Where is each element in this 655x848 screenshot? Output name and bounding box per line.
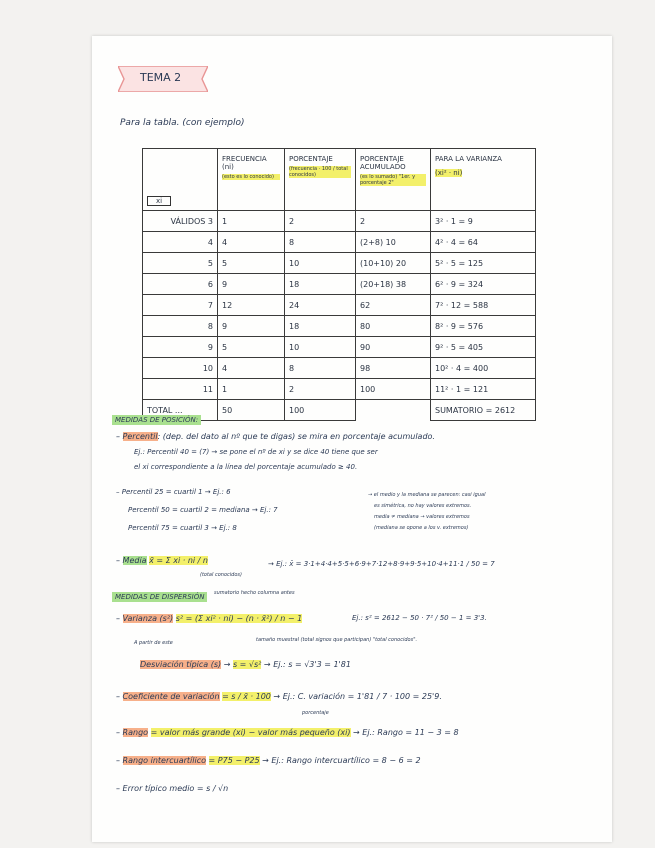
cell-ni: 1 bbox=[218, 379, 285, 400]
table-row bbox=[143, 274, 536, 295]
cell-pct: 2 bbox=[285, 379, 356, 400]
header-xi: xi bbox=[147, 196, 171, 206]
cell-acum: 80 bbox=[356, 316, 431, 337]
cell-xi: 6 bbox=[143, 274, 218, 295]
media-formula: x̄ = Σ xi · ni / n bbox=[149, 556, 208, 565]
varianza-note: tamaño muestral (total signos que participan) "total conocidos". bbox=[256, 637, 418, 643]
table-row bbox=[143, 253, 536, 274]
rango-formula: = valor más grande (xi) − valor más pequeño (xi) bbox=[150, 728, 351, 737]
cell-xi: 5 bbox=[143, 253, 218, 274]
coeficiente-note: porcentaje bbox=[302, 710, 329, 716]
varianza-line: – Varianza (s²) s² = (Σ xi² · ni) − (n · x̄²) / n − 1 bbox=[116, 614, 303, 623]
coeficiente-example: Ej.: C. variación = 1'81 / 7 · 100 = 25'9. bbox=[282, 692, 442, 701]
percentil-example-1: Ej.: Percentil 40 = (7) → se pone el nº de xi y se dice 40 tiene que ser bbox=[134, 448, 378, 456]
media-note: (total conocidos) bbox=[200, 572, 242, 578]
cell-acum: 2 bbox=[356, 211, 431, 232]
cell-ni: 5 bbox=[218, 253, 285, 274]
cell-pct: 10 bbox=[285, 253, 356, 274]
rango-label: Rango bbox=[122, 728, 149, 737]
section-posicion: MEDIDAS DE POSICIÓN: bbox=[112, 415, 201, 425]
dispersion-note: sumatorio hecho columna antes bbox=[214, 590, 295, 596]
coeficiente-line: – Coeficiente de variación = s / x̄ · 100 → Ej.: C. variación = 1'81 / 7 · 100 = 25'9. bbox=[116, 692, 442, 701]
percentil-50: Percentil 50 = cuartil 2 = mediana → Ej.: 7 bbox=[128, 506, 278, 514]
rango-intercuartilico-line: – Rango intercuartílico = P75 − P25 → Ej.: Rango intercuartílico = 8 − 6 = 2 bbox=[116, 756, 421, 765]
cell-acum: (20+18) 38 bbox=[356, 274, 431, 295]
header-varianza-note: (xi² · ni) bbox=[435, 169, 463, 177]
cell-ni: 9 bbox=[218, 316, 285, 337]
total-var: SUMATORIO = 2612 bbox=[431, 400, 536, 421]
desviacion-example: Ej.: s = √3'3 = 1'81 bbox=[273, 660, 351, 669]
cell-var: 11² · 1 = 121 bbox=[431, 379, 536, 400]
coeficiente-formula: = s / x̄ · 100 bbox=[222, 692, 271, 701]
table-row bbox=[143, 316, 536, 337]
media-line: – Media x̄ = Σ xi · ni / n bbox=[116, 556, 208, 565]
media-example: → Ej.: x̄ = 3·1+4·4+5·5+6·9+7·12+8·9+9·5+10·4+11·1 / 50 = 7 bbox=[268, 560, 495, 568]
varianza-example: Ej.: s² = 2612 − 50 · 7² / 50 − 1 = 3'3. bbox=[352, 614, 487, 622]
header-porcentaje: PORCENTAJE bbox=[289, 155, 333, 163]
table-row bbox=[143, 295, 536, 316]
mediana-note-4: (mediana se opone a los v. extremos) bbox=[374, 525, 469, 531]
percentil-text: : (dep. del dato al nº que te digas) se mira en porcentaje acumulado. bbox=[157, 432, 435, 441]
total-ni: 50 bbox=[218, 400, 285, 421]
cell-var: 7² · 12 = 588 bbox=[431, 295, 536, 316]
cell-acum: (2+8) 10 bbox=[356, 232, 431, 253]
table-row bbox=[143, 232, 536, 253]
cell-ni: 4 bbox=[218, 232, 285, 253]
cell-xi: 8 bbox=[143, 316, 218, 337]
cell-acum: 62 bbox=[356, 295, 431, 316]
cell-var: 9² · 5 = 405 bbox=[431, 337, 536, 358]
header-porcentaje-note: (frecuencia · 100 / total conocidos) bbox=[289, 166, 351, 178]
mediana-note-1: → el medio y la mediana se parecen: casi igual bbox=[368, 492, 486, 498]
table-row bbox=[143, 211, 536, 232]
cell-pct: 24 bbox=[285, 295, 356, 316]
table-row bbox=[143, 379, 536, 400]
section-dispersion: MEDIDAS DE DISPERSIÓN bbox=[112, 592, 207, 602]
cell-ni: 5 bbox=[218, 337, 285, 358]
error-formula: = s / √n bbox=[196, 784, 229, 793]
header-acumulado: PORCENTAJE ACUMULADO bbox=[360, 155, 406, 171]
cell-pct: 18 bbox=[285, 274, 356, 295]
percentil-line: – Percentil: (dep. del dato al nº que te digas) se mira en porcentaje acumulado. bbox=[116, 432, 435, 441]
table-row bbox=[143, 337, 536, 358]
percentil-25: – Percentil 25 = cuartil 1 → Ej.: 6 bbox=[116, 488, 231, 496]
cell-pct: 2 bbox=[285, 211, 356, 232]
percentil-example-2: el xi correspondiente a la línea del porcentaje acumulado ≥ 40. bbox=[134, 463, 358, 471]
percentil-label: Percentil bbox=[122, 432, 158, 441]
cell-xi: 9 bbox=[143, 337, 218, 358]
cell-acum: (10+10) 20 bbox=[356, 253, 431, 274]
ric-label: Rango intercuartílico bbox=[122, 756, 206, 765]
header-frecuencia: FRECUENCIA (ni) bbox=[222, 155, 267, 171]
cell-var: 4² · 4 = 64 bbox=[431, 232, 536, 253]
error-label: Error típico medio bbox=[122, 784, 195, 793]
header-frecuencia-note: (esto es lo conocido) bbox=[222, 174, 280, 180]
cell-xi: VÁLIDOS 3 bbox=[143, 211, 218, 232]
table-row bbox=[143, 358, 536, 379]
cell-pct: 8 bbox=[285, 358, 356, 379]
cell-var: 3² · 1 = 9 bbox=[431, 211, 536, 232]
cell-var: 6² · 9 = 324 bbox=[431, 274, 536, 295]
total-pct: 100 bbox=[285, 400, 356, 421]
table-total-row bbox=[143, 400, 536, 421]
cell-ni: 12 bbox=[218, 295, 285, 316]
cell-pct: 18 bbox=[285, 316, 356, 337]
frequency-table bbox=[142, 148, 536, 421]
header-varianza: PARA LA VARIANZA bbox=[435, 155, 502, 163]
total-label: TOTAL ... bbox=[143, 400, 218, 421]
percentil-75: Percentil 75 = cuartil 3 → Ej.: 8 bbox=[128, 524, 237, 532]
varianza-formula: s² = (Σ xi² · ni) − (n · x̄²) / n − 1 bbox=[175, 614, 303, 623]
subtitle: Para la tabla. (con ejemplo) bbox=[120, 118, 245, 128]
cell-acum: 100 bbox=[356, 379, 431, 400]
cell-ni: 9 bbox=[218, 274, 285, 295]
desviacion-label: Desviación típica (s) bbox=[140, 660, 222, 669]
cell-xi: 4 bbox=[143, 232, 218, 253]
cell-var: 8² · 9 = 576 bbox=[431, 316, 536, 337]
cell-acum: 90 bbox=[356, 337, 431, 358]
mediana-note-2: es simétrica, no hay valores extremos. bbox=[374, 503, 472, 509]
cell-xi: 7 bbox=[143, 295, 218, 316]
table-header-row bbox=[143, 149, 536, 211]
varianza-label: Varianza (s²) bbox=[122, 614, 174, 623]
coeficiente-label: Coeficiente de variación bbox=[122, 692, 220, 701]
page-title: TEMA 2 bbox=[140, 71, 182, 84]
cell-acum: 98 bbox=[356, 358, 431, 379]
header-acumulado-note: (es lo sumado) "1er. y porcentaje 2" bbox=[360, 174, 426, 186]
error-tipico-line: – Error típico medio = s / √n bbox=[116, 784, 229, 793]
media-label: Media bbox=[122, 556, 147, 565]
cell-pct: 10 bbox=[285, 337, 356, 358]
cell-pct: 8 bbox=[285, 232, 356, 253]
desviacion-formula: s = √s² bbox=[232, 660, 262, 669]
mediana-note-3: media ≠ mediana → valores extremos bbox=[374, 514, 470, 520]
cell-xi: 11 bbox=[143, 379, 218, 400]
cell-var: 10² · 4 = 400 bbox=[431, 358, 536, 379]
rango-line: – Rango = valor más grande (xi) − valor más pequeño (xi) → Ej.: Rango = 11 − 3 = 8 bbox=[116, 728, 459, 737]
cell-var: 5² · 5 = 125 bbox=[431, 253, 536, 274]
ric-formula: = P75 − P25 bbox=[208, 756, 260, 765]
a-partir-note: A partir de este bbox=[134, 640, 173, 646]
ric-example: Ej.: Rango intercuartílico = 8 − 6 = 2 bbox=[271, 756, 421, 765]
percentil-25-text: Percentil 25 = cuartil 1 → Ej.: 6 bbox=[121, 488, 231, 496]
cell-ni: 4 bbox=[218, 358, 285, 379]
rango-example: Ej.: Rango = 11 − 3 = 8 bbox=[362, 728, 459, 737]
cell-ni: 1 bbox=[218, 211, 285, 232]
desviacion-line: Desviación típica (s) → s = √s² → Ej.: s = √3'3 = 1'81 bbox=[140, 660, 351, 669]
cell-xi: 10 bbox=[143, 358, 218, 379]
